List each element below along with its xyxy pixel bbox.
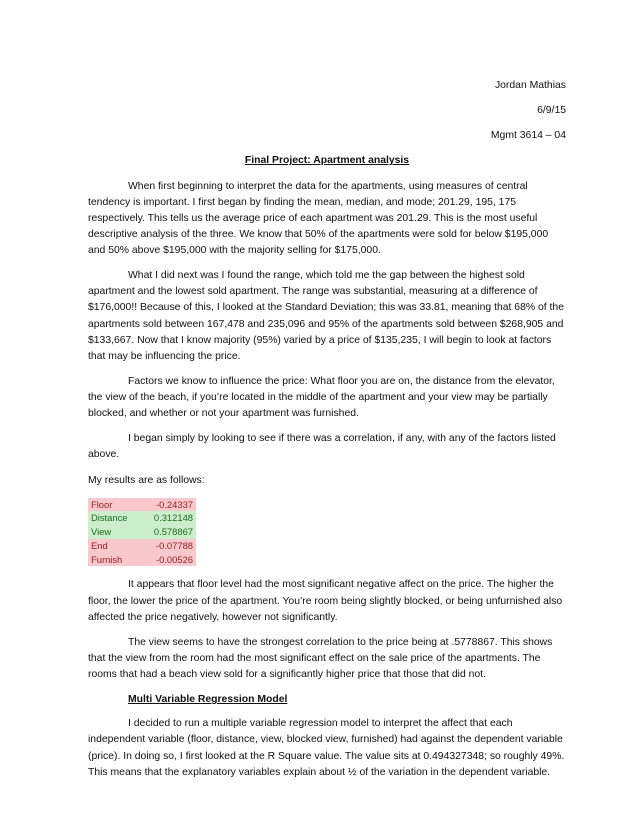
paragraph-correlation: I began simply by looking to see if there was a correlation, if any, with any of the factors listed above. — [88, 433, 556, 461]
course-code: Mgmt 3614 – 04 — [490, 130, 566, 142]
correlation-value: -0.07788 — [138, 539, 196, 553]
correlation-row — [88, 511, 196, 525]
correlation-row — [88, 498, 196, 512]
correlation-row — [88, 525, 196, 539]
paragraph-floor-effect: It appears that floor level had the most significant negative affect on the price. The higher the floor, the lower the price of the apartment. You’re room being slightly blocked, or being unfurnished also affected the price negatively, however not significantly. — [88, 579, 563, 623]
author-name: Jordan Mathias — [494, 80, 566, 91]
paragraph-factors: Factors we know to influence the price: What floor you are on, the distance from the elevator, the view of the beach, if you’re located in the middle of the apartment and your view may be partially blocked, and whether or not your apartment was furnished. — [88, 375, 555, 420]
correlation-factor: Furnish — [88, 553, 138, 567]
document-date: 6/9/15 — [537, 105, 566, 117]
paragraph-regression: I decided to run a multiple variable regression model to interpret the affect that each independent variable (floor, distance, view, blocked view, furnished) had against the dependent variable (price). In doing so, I first looked at the R Square value. The value sits at 0.494327348; so roughly 49%. This means that the explanatory variables explain about ½ of the variation in the dependent variable. — [88, 718, 565, 778]
section-heading-regression: Multi Variable Regression Model — [128, 694, 288, 706]
document-header — [88, 78, 566, 144]
paragraph-central-tendency: When first beginning to interpret the data for the apartments, using measures of central tendency is important. I first began by finding the mean, median, and mode; 201.29, 195, 175 respectively. This tells us the average price of each apartment was 201.29. This is the most useful descriptive analysis of the three. We know that 50% of the apartments were sold for below $195,000 and 50% above $195,000 with the majority selling for $175,000. — [88, 180, 549, 256]
correlation-factor: End — [88, 539, 138, 553]
results-intro: My results are as follows: — [88, 474, 205, 486]
correlation-value: -0.00526 — [138, 553, 196, 567]
paragraph-range: What I did next was I found the range, which told me the gap between the highest sold apartment and the lowest sold apartment. The range was substantial, measuring at a difference of $176,000!! Because of this, I looked at the Standard Deviation; this was 33.81, meaning that 68% of the apartments sold between 167,478 and 235,096 and 95% of the apartments sold between $268,905 and $133,667. Now that I know majority (95%) varied by a price of $135,235, I will begin to look at factors that may be influencing the price. — [88, 270, 564, 362]
correlation-value: 0.578867 — [138, 525, 196, 539]
correlation-row — [88, 553, 196, 567]
correlation-factor: Distance — [88, 511, 138, 525]
paragraph-view-effect: The view seems to have the strongest correlation to the price being at .5778867. This shows that the view from the room had the most significant effect on the sale price of the apartments. The rooms that had a beach view sold for a significantly higher price that those that did not. — [88, 636, 553, 680]
correlation-factor: Floor — [88, 498, 138, 512]
correlation-value: -0.24337 — [138, 498, 196, 512]
document-title: Final Project: Apartment analysis — [244, 155, 410, 167]
correlation-table — [88, 498, 196, 567]
correlation-row — [88, 539, 196, 553]
correlation-value: 0.312148 — [138, 511, 196, 525]
correlation-factor: View — [88, 525, 138, 539]
